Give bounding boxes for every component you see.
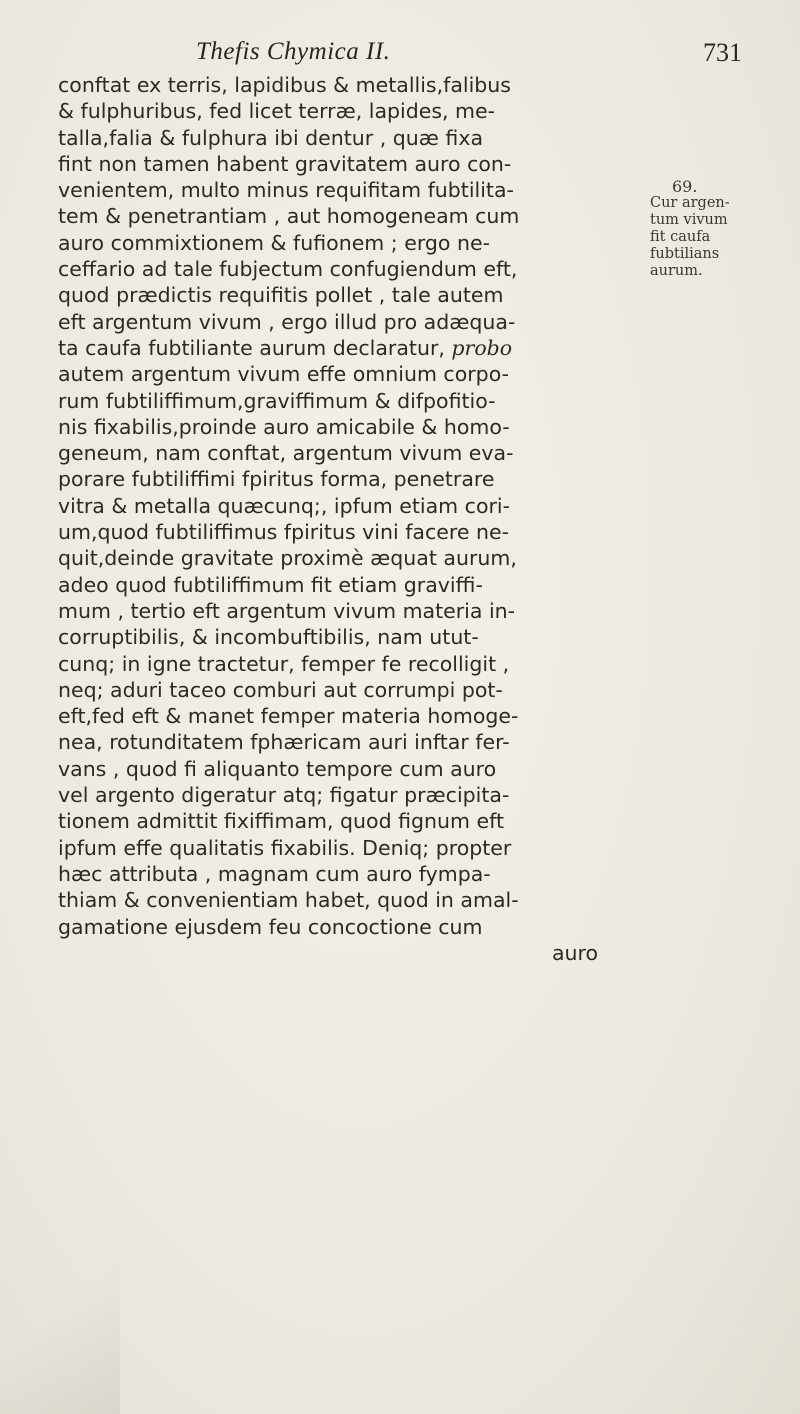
text-line: talla,falia & fulphura ibi dentur , quæ fixa	[58, 125, 484, 150]
text-line: quod prædictis requifitis pollet , tale autem	[58, 283, 504, 308]
text-line: & fulphuribus, fed licet terræ, lapides, me-	[58, 99, 496, 124]
text-line: eft argentum vivum , ergo illud pro adæqua-	[58, 309, 516, 334]
text-line: autem argentum vivum effe omnium corpo-	[58, 362, 510, 387]
margin-note-line: Cur argen-	[650, 195, 730, 211]
text-line: cunq; in igne tractetur, femper fe recolligit ,	[58, 651, 510, 676]
text-line: mum , tertio eft argentum vivum materia in-	[58, 598, 516, 623]
text-line: auro commixtionem & fufionem ; ergo ne-	[58, 230, 490, 255]
margin-note	[650, 178, 800, 280]
margin-note-line: fit caufa	[650, 229, 711, 245]
text-line: ipfum effe qualitatis fixabilis. Deniq; propter	[58, 835, 512, 860]
text-line: corruptibilis, & incombuftibilis, nam utut-	[58, 625, 479, 650]
text-line: nea, rotunditatem fphæricam auri inftar fer-	[58, 730, 510, 755]
text-line: vel argento digeratur atq; figatur præcipita-	[58, 783, 510, 808]
text-line: tionem admittit fixiffimam, quod fignum eft	[58, 809, 505, 834]
margin-note-line: aurum.	[650, 263, 703, 279]
text-line: ceffario ad tale fubjectum confugiendum eft,	[58, 257, 518, 282]
text-line: rum fubtiliffimum,graviffimum & difpofitio-	[58, 388, 496, 413]
text-line: ta caufa fubtiliante aurum declaratur, probo	[58, 335, 513, 360]
text-line: gamatione ejusdem feu concoctione cum	[58, 914, 483, 939]
text-line: um,quod fubtiliffimus fpiritus vini facere ne-	[58, 520, 509, 545]
margin-note-number: 69.	[672, 177, 698, 196]
margin-note-lines	[650, 195, 800, 280]
text-line: vitra & metalla quæcunq;, ipfum etiam cori-	[58, 493, 511, 518]
text-line: eft,fed eft & manet femper materia homoge-	[58, 704, 519, 729]
text-line: porare fubtiliffimi fpiritus forma, penetrare	[58, 467, 495, 492]
text-line: geneum, nam conftat, argentum vivum eva-	[58, 441, 514, 466]
text-line: vans , quod fi aliquanto tempore cum auro	[58, 756, 497, 781]
page-edge-shadow	[0, 1254, 120, 1414]
text-line: tem & penetrantiam , aut homogeneam cum	[58, 204, 520, 229]
text-line: venientem, multo minus requifitam fubtilita-	[58, 178, 514, 203]
running-head: Thefis Chymica II.	[196, 38, 391, 65]
text-line: thiam & convenientiam habet, quod in amal-	[58, 888, 519, 913]
text-line: fint non tamen habent gravitatem auro con-	[58, 151, 512, 176]
margin-note-line: tum vivum	[650, 212, 728, 228]
margin-note-line: fubtilians	[650, 246, 720, 262]
text-line: conftat ex terris, lapidibus & metallis,falibus	[58, 73, 511, 97]
page-number: 731	[703, 38, 742, 67]
italic-word: probo	[451, 335, 513, 360]
body-text	[58, 72, 618, 966]
text-line: nis fixabilis,proinde auro amicabile & homo-	[58, 414, 510, 439]
text-line: hæc attributa , magnam cum auro fympa-	[58, 861, 491, 886]
catchword: auro	[552, 940, 599, 965]
text-line: quit,deinde gravitate proximè æquat aurum,	[58, 546, 517, 571]
text-line: adeo quod fubtiliffimum fit etiam graviffi-	[58, 572, 483, 597]
text-line: neq; aduri taceo comburi aut corrumpi pot-	[58, 677, 503, 702]
